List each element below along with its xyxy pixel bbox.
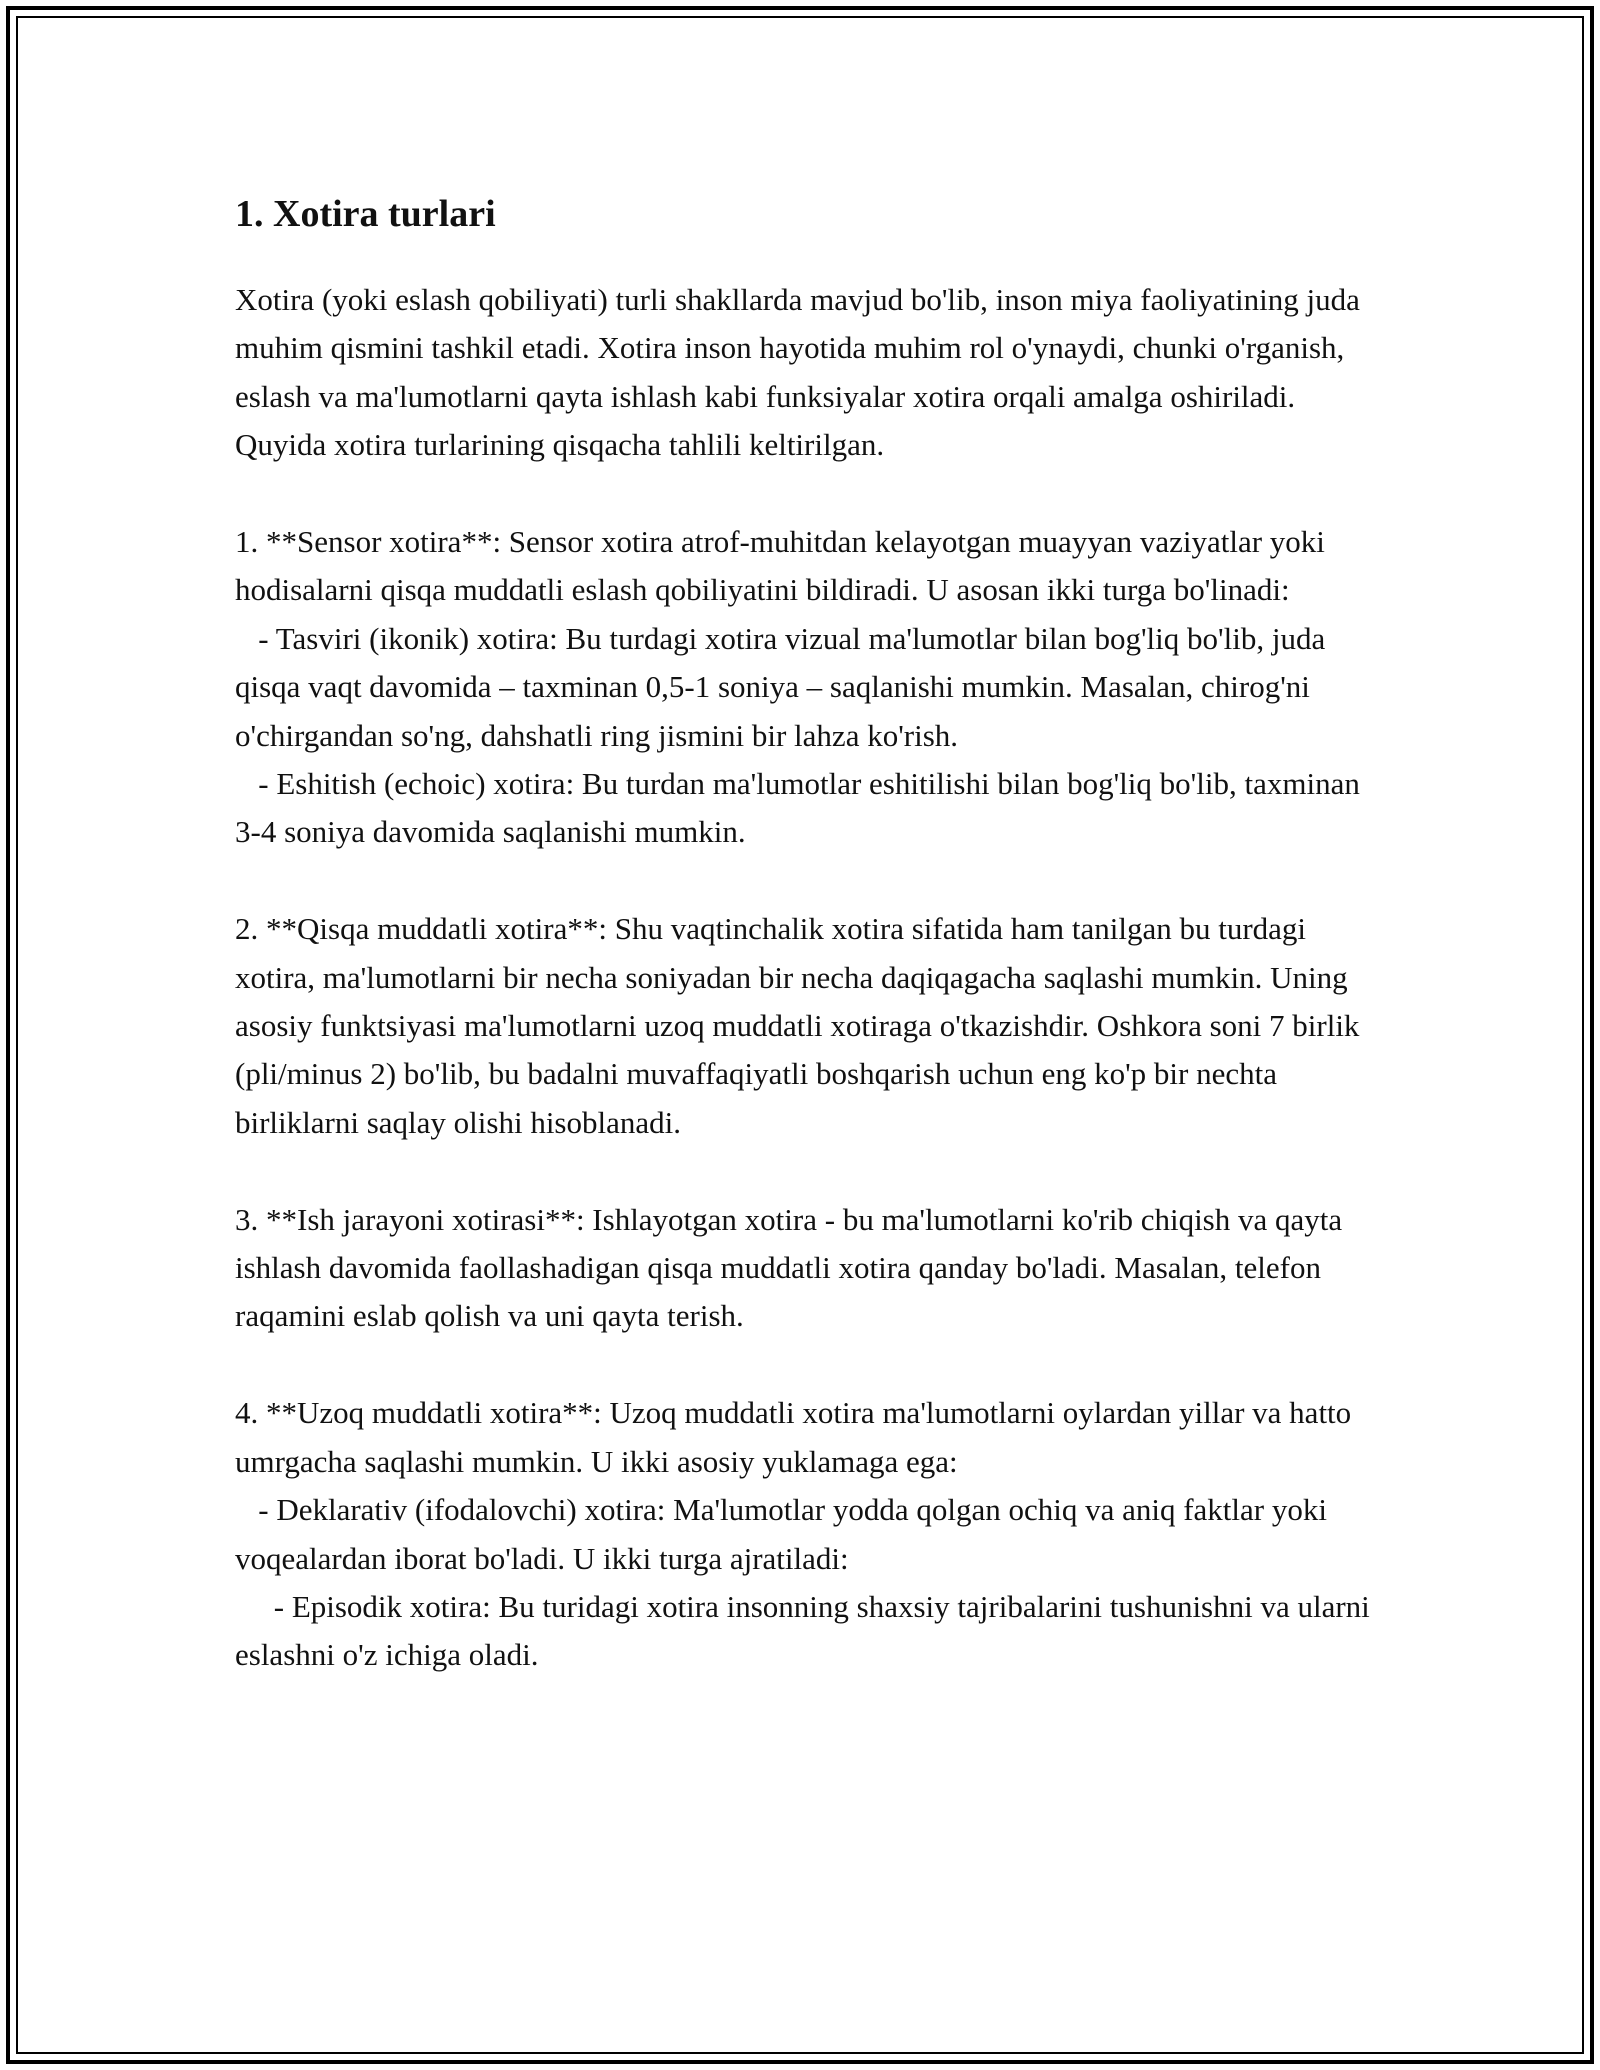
paragraph-long-term-memory: 4. **Uzoq muddatli xotira**: Uzoq muddatli xotira ma'lumotlarni oylardan yillar va hatto umrgacha saqlashi mumkin. U ikki asosiy yuklamaga ega: - Deklarativ (ifodalovchi) xotira: Ma'lumotlar yodda qolgan ochiq va aniq faktlar yoki voqealardan iborat bo'ladi. U ikki turga ajratiladi: - Episodik xotira: Bu turidagi xotira insonning shaxsiy tajribalarini tushunishni va ularni eslashni o'z ichiga oladi. (235, 1395, 1370, 1673)
paragraph-gap (235, 1147, 1385, 1195)
document-title: 1. Xotira turlari (235, 193, 496, 235)
paragraph-gap (235, 857, 1385, 905)
paragraph-gap (235, 1341, 1385, 1389)
paragraph-gap (235, 470, 1385, 518)
paragraph-short-term-memory: 2. **Qisqa muddatli xotira**: Shu vaqtinchalik xotira sifatida ham tanilgan bu turdagi xotira, ma'lumotlarni bir necha soniyadan bir necha daqiqagacha saqlashi mumkin. Uning asosiy funktsiyasi ma'lumotlarni uzoq muddatli xotiraga o'tkazishdir. Oshkora soni 7 birlik (pli/minus 2) bo'lib, bu badalni muvaffaqiyatli boshqarish uchun eng ko'p bir nechta birliklarni saqlay olishi hisoblanadi. (235, 911, 1368, 1140)
paragraph-intro: Xotira (yoki eslash qobiliyati) turli shakllarda mavjud bo'lib, inson miya faoliyatining juda muhim qismini tashkil etadi. Xotira inson hayotida muhim rol o'ynaydi, chunki o'rganish, eslash va ma'lumotlarni qayta ishlash kabi funksiyalar xotira orqali amalga oshiriladi. Quyida xotira turlarining qisqacha tahlili keltirilgan. (235, 282, 1368, 463)
paragraph-working-memory: 3. **Ish jarayoni xotirasi**: Ishlayotgan xotira - bu ma'lumotlarni ko'rib chiqish va qayta ishlash davomida faollashadigan qisqa muddatli xotira qanday bo'ladi. Masalan, telefon raqamini eslab qolish va uni qayta terish. (235, 1201, 1350, 1334)
paragraph-sensor-memory: 1. **Sensor xotira**: Sensor xotira atrof-muhitdan kelayotgan muayyan vaziyatlar yoki hodisalarni qisqa muddatli eslash qobiliyatini bildiradi. U asosan ikki turga bo'linadi: - Tasviri (ikonik) xotira: Bu turdagi xotira vizual ma'lumotlar bilan bog'liq bo'lib, juda qisqa vaqt davomida – taxminan 0,5-1 soniya – saqlanishi mumkin. Masalan, chirog'ni o'chirgandan so'ng, dahshatli ring jismini bir lahza ko'rish. - Eshitish (echoic) xotira: Bu turdan ma'lumotlar eshitilishi bilan bog'liq bo'lib, taxminan 3-4 soniya davomida saqlanishi mumkin. (235, 524, 1360, 850)
document-body (235, 186, 1385, 1680)
